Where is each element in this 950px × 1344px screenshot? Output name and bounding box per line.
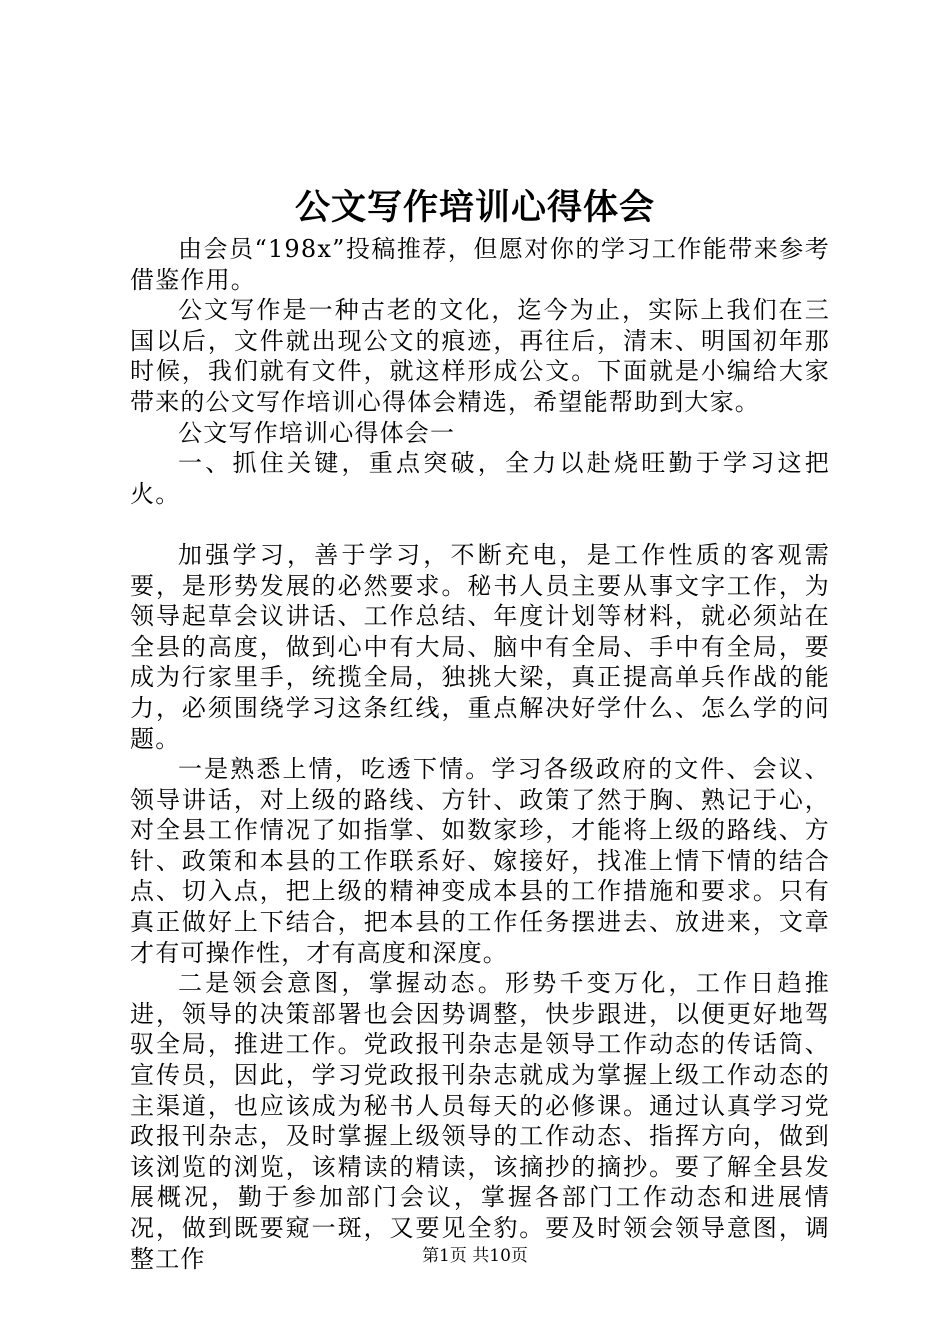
paragraph-point-one: 一是熟悉上情，吃透下情。学习各级政府的文件、会议、领导讲话，对上级的路线、方针、政策了然于胸、熟记于心，对全县工作情况了如指掌、如数家珍，才能将上级的路线、方针、政策和本县的工作联系好、嫁接好，找准上情下情的结合点、切入点，把上级的精神变成本县的工作措施和要求。只有真正做好上下结合，把本县的工作任务摆进去、放进来，文章才有可操作性，才有高度和深度。: [130, 755, 830, 967]
paragraph-background: 公文写作是一种古老的文化，迄今为止，实际上我们在三国以后，文件就出现公文的痕迹，再往后，清末、明国初年那时候，我们就有文件，就这样形成公文。下面就是小编给大家带来的公文写作培训心得体会精选，希望能帮助到大家。: [130, 296, 830, 416]
document-body: [130, 234, 830, 1274]
section-heading: 公文写作培训心得体会一: [178, 418, 456, 447]
paragraph-intro: 由会员“198x”投稿推荐，但愿对你的学习工作能带来参考借鉴作用。: [130, 235, 830, 294]
paragraph-study: 加强学习，善于学习，不断充电，是工作性质的客观需要，是形势发展的必然要求。秘书人员主要从事文字工作，为领导起草会议讲话、工作总结、年度计划等材料，就必须站在全县的高度，做到心中有大局、脑中有全局、手中有全局，要成为行家里手，统揽全局，独挑大梁，真正提高单兵作战的能力，必须围绕学习这条红线，重点解决好学什么、怎么学的问题。: [130, 540, 830, 753]
paragraph-spacer: [130, 509, 830, 540]
document-title: 公文写作培训心得体会: [294, 187, 655, 228]
subsection-heading: 一、抓住关键，重点突破，全力以赴烧旺勤于学习这把火。: [130, 449, 830, 508]
paragraph-point-two: 二是领会意图，掌握动态。形势千变万化，工作日趋推进，领导的决策部署也会因势调整，快步跟进，以便更好地驾驭全局，推进工作。党政报刊杂志是领导工作动态的传话筒、宣传员，因此，学习党政报刊杂志就成为掌握上级工作动态的主渠道，也应该成为秘书人员每天的必修课。通过认真学习党政报刊杂志，及时掌握上级领导的工作动态、指挥方向，做到该浏览的浏览，该精读的精读，该摘抄的摘抄。要了解全县发展概况，勤于参加部门会议，掌握各部门工作动态和进展情况，做到既要窥一斑，又要见全豹。要及时领会领导意图，调整工作: [130, 969, 830, 1273]
page-footer: 第1页 共10页: [422, 1246, 528, 1266]
